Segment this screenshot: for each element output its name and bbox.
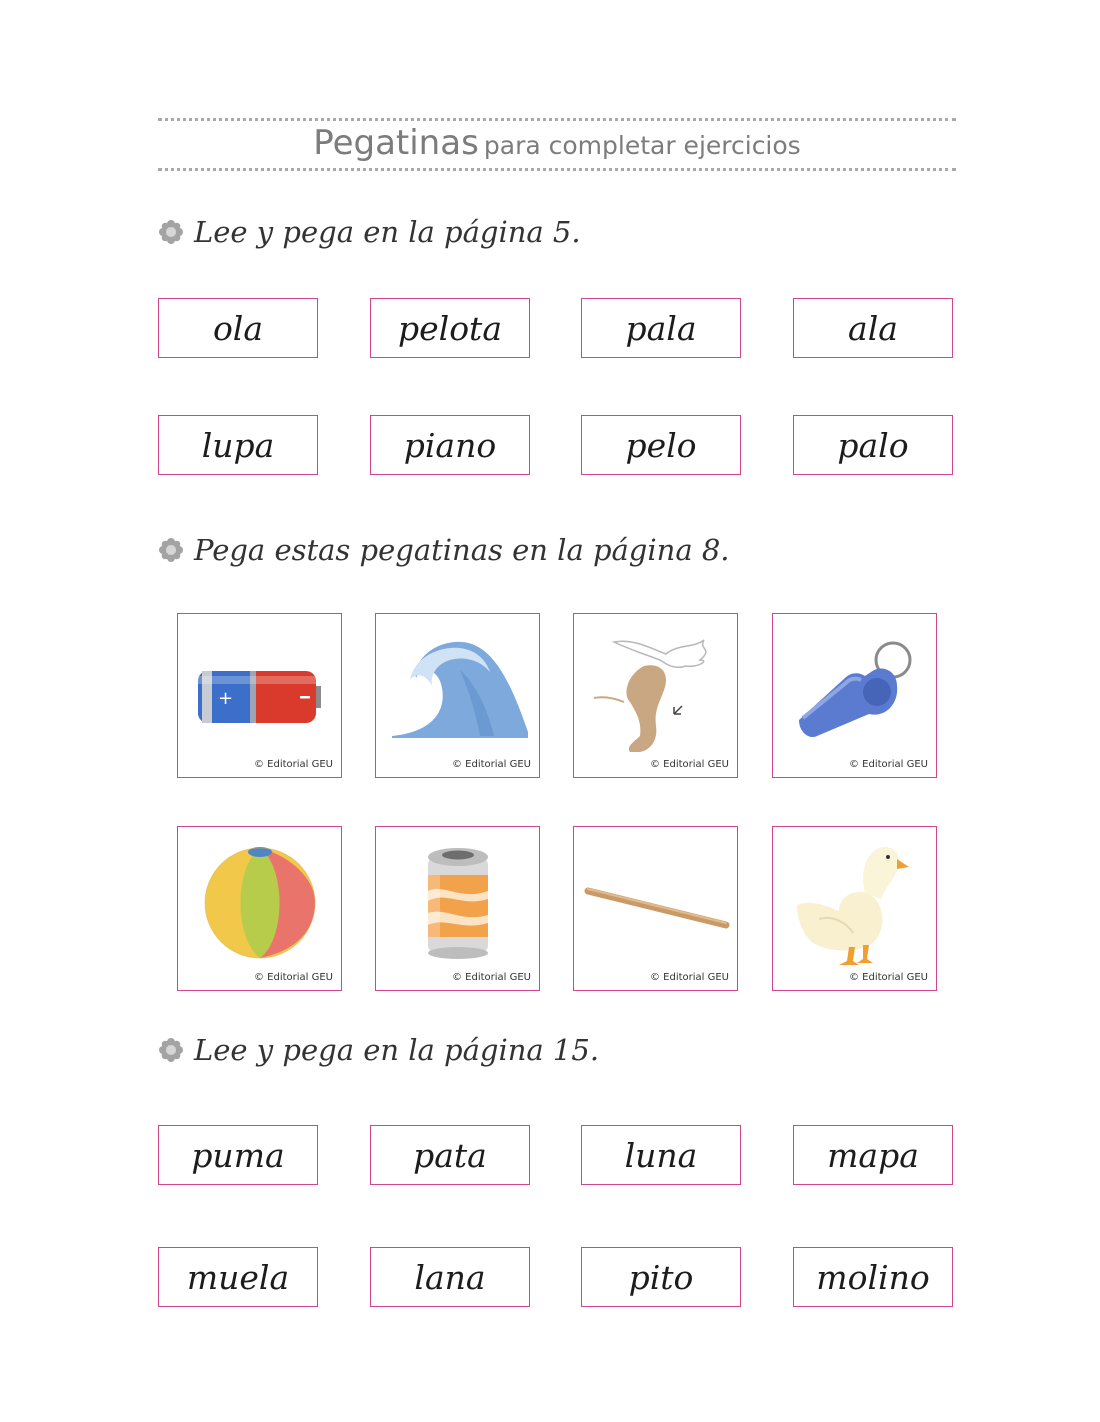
word-sticker[interactable]: muela	[158, 1247, 318, 1307]
title-rest: para completar ejercicios	[483, 131, 801, 160]
wave-icon	[376, 614, 538, 776]
copyright-label: © Editorial GEU	[649, 972, 729, 983]
copyright-label: © Editorial GEU	[649, 759, 729, 770]
duck-icon	[773, 827, 935, 989]
word-sticker[interactable]: luna	[581, 1125, 741, 1185]
whistle-icon	[773, 614, 935, 776]
picture-sticker-ball[interactable]	[177, 826, 342, 991]
dotted-divider-top	[158, 118, 956, 121]
picture-sticker-wave[interactable]	[375, 613, 540, 778]
copyright-label: © Editorial GEU	[451, 972, 531, 983]
svg-text:+: +	[218, 688, 234, 709]
instruction-text: Lee y pega en la página 5.	[194, 215, 581, 249]
word-sticker[interactable]: ola	[158, 298, 318, 358]
copyright-label: © Editorial GEU	[848, 759, 928, 770]
instruction-3	[158, 1028, 599, 1072]
page-title	[158, 123, 956, 163]
word-sticker[interactable]: pata	[370, 1125, 530, 1185]
bird-leg-wing-icon	[574, 614, 736, 776]
beach-ball-icon	[178, 827, 340, 989]
word-sticker[interactable]: piano	[370, 415, 530, 475]
word-sticker[interactable]: molino	[793, 1247, 953, 1307]
instruction-2	[158, 528, 730, 572]
dotted-divider-bottom	[158, 168, 956, 171]
picture-sticker-battery[interactable]	[177, 613, 342, 778]
word-sticker[interactable]: palo	[793, 415, 953, 475]
word-sticker[interactable]: ala	[793, 298, 953, 358]
stick-icon	[574, 827, 736, 989]
copyright-label: © Editorial GEU	[848, 972, 928, 983]
instruction-1	[158, 210, 581, 254]
word-sticker[interactable]: lupa	[158, 415, 318, 475]
word-sticker[interactable]: pito	[581, 1247, 741, 1307]
word-sticker[interactable]: lana	[370, 1247, 530, 1307]
instruction-text: Lee y pega en la página 15.	[194, 1033, 600, 1067]
picture-sticker-duck[interactable]	[772, 826, 937, 991]
copyright-label: © Editorial GEU	[253, 972, 333, 983]
picture-sticker-can[interactable]	[375, 826, 540, 991]
word-sticker[interactable]: pelo	[581, 415, 741, 475]
copyright-label: © Editorial GEU	[451, 759, 531, 770]
can-icon	[376, 827, 538, 989]
flower-bullet-icon	[158, 537, 184, 563]
copyright-label: © Editorial GEU	[253, 759, 333, 770]
word-sticker[interactable]: pelota	[370, 298, 530, 358]
word-sticker[interactable]: mapa	[793, 1125, 953, 1185]
word-sticker[interactable]: puma	[158, 1125, 318, 1185]
picture-sticker-stick[interactable]	[573, 826, 738, 991]
flower-bullet-icon	[158, 219, 184, 245]
flower-bullet-icon	[158, 1037, 184, 1063]
instruction-text: Pega estas pegatinas en la página 8.	[194, 533, 730, 567]
picture-sticker-bird-leg[interactable]	[573, 613, 738, 778]
title-band	[158, 118, 956, 172]
battery-icon	[178, 614, 340, 776]
title-main: Pegatinas	[313, 123, 479, 163]
picture-sticker-whistle[interactable]	[772, 613, 937, 778]
word-sticker[interactable]: pala	[581, 298, 741, 358]
